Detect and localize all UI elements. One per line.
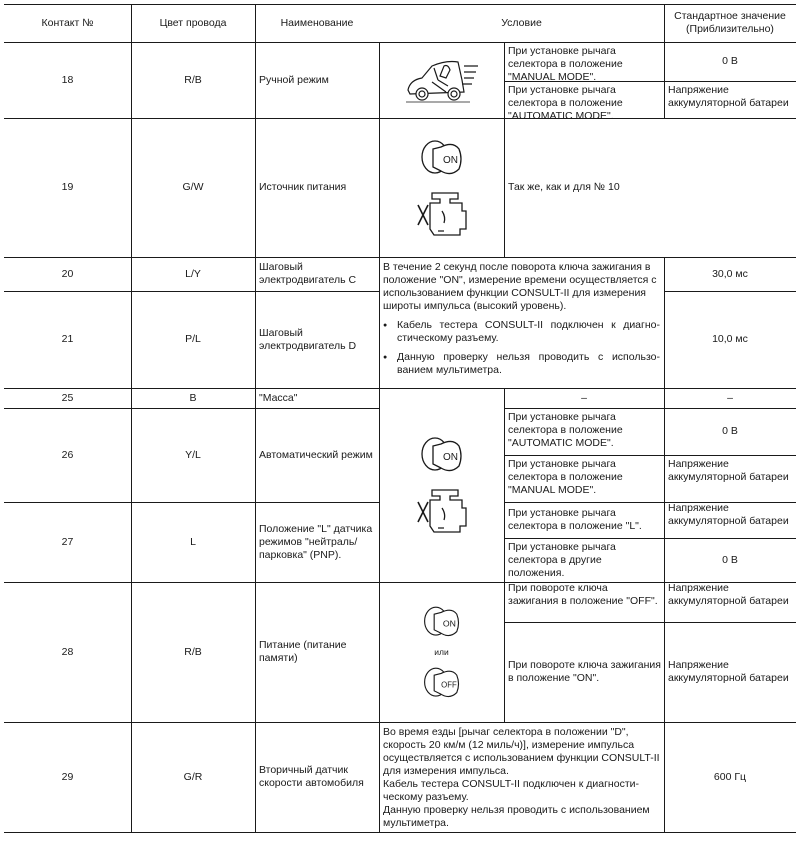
condition-text: При установке рычага селектора в положение "L".: [508, 507, 642, 532]
svg-text:OFF: OFF: [440, 679, 457, 689]
condition-text: При установке рычага селектора в положение "AUTOMATIC MODE".: [508, 84, 623, 122]
standard-value: Напряжение аккумуляторной батареи: [668, 659, 789, 684]
header-contact: Контакт №: [41, 16, 94, 29]
ignition-key-on-icon: [422, 602, 462, 642]
condition-text: Так же, как и для № 10: [508, 181, 620, 193]
condition-text: [379, 722, 664, 832]
ignition-key-on-icon: [419, 135, 465, 181]
contact-number: 21: [61, 333, 74, 345]
header-condition: Условие: [501, 16, 542, 29]
ignition-engine-icons: [379, 118, 504, 257]
signal-name: Питание (питание памяти): [259, 639, 347, 664]
signal-name: Шаговый электродвигатель C: [259, 261, 357, 286]
ignition-key-off-icon: [422, 663, 462, 703]
header-standard-line1: Стандартное значение: [674, 10, 786, 22]
condition-bullet: ● Кабель тестера CONSULT-II подключен к диагностическому разъему.: [383, 319, 660, 345]
condition-paragraph: В течение 2 секунд после поворота ключа зажигания в положение "ON", измерение времени осуществляется с использованием функции CONSULT-II для измерения широты импульса (высокий уровень).: [383, 261, 657, 312]
signal-name: "Масса": [259, 391, 298, 404]
standard-value: 0 В: [722, 553, 738, 566]
standard-value: 10,0 мс: [712, 333, 748, 345]
standard-value: 0 В: [722, 425, 738, 437]
signal-name: Источник питания: [259, 181, 347, 193]
ignition-key-icons: [379, 582, 504, 722]
wire-color: P/L: [185, 333, 201, 345]
signal-name: Ручной режим: [259, 73, 329, 86]
contact-number: 28: [61, 645, 74, 658]
svg-text:ON: ON: [442, 154, 458, 166]
standard-value: 0 В: [722, 55, 738, 67]
header-standard-line2: (Приблизительно): [686, 23, 774, 35]
header-standard-value: [664, 4, 796, 42]
contact-number: 19: [61, 181, 74, 193]
contact-number: 27: [61, 535, 74, 548]
car-driver-icon: [379, 42, 504, 118]
row-divider: [4, 832, 796, 833]
signal-name: Положение "L" датчика режимов "нейтраль/парковка" (PNP).: [259, 522, 373, 561]
wire-color: B: [189, 391, 197, 404]
standard-value: –: [727, 391, 733, 404]
wire-color: L: [190, 535, 196, 548]
condition-text: При установке рычага селектора в положение "MANUAL MODE".: [508, 45, 623, 83]
condition-paragraph: Кабель тестера CONSULT-II подключен к диагностическому разъему.: [383, 778, 639, 803]
standard-value: Напряжение аккумуляторной батареи: [668, 582, 789, 607]
condition-text: При установке рычага селектора в другие положения.: [508, 541, 616, 579]
signal-name: Шаговый электродвигатель D: [259, 326, 357, 352]
wire-color: G/W: [182, 181, 204, 193]
condition-text: При повороте ключа зажигания в положение "ON".: [508, 659, 661, 684]
contact-number: 29: [61, 770, 74, 783]
wire-color: G/R: [183, 770, 203, 783]
condition-text-20-21: [379, 257, 664, 388]
condition-text: При установке рычага селектора в положение "AUTOMATIC MODE".: [508, 411, 623, 449]
contact-number: 26: [61, 448, 74, 461]
condition-bullet: ● Данную проверку нельзя проводить с использованием мультиметра.: [383, 351, 660, 377]
contact-number: 18: [61, 73, 74, 86]
wire-color: Y/L: [185, 448, 201, 461]
standard-value: Напряжение аккумуляторной батареи: [668, 458, 789, 483]
condition-paragraph: Данную проверку нельзя проводить с использованием мультиметра.: [383, 804, 650, 829]
condition-text: –: [581, 391, 587, 404]
standard-value: 600 Гц: [713, 770, 747, 783]
engine-running-icon: [414, 189, 470, 241]
ignition-engine-icons: [379, 388, 504, 582]
ignition-key-on-icon: [419, 432, 465, 478]
svg-text:ON: ON: [442, 617, 456, 628]
condition-text: При повороте ключа зажигания в положение "OFF".: [508, 582, 658, 607]
condition-text: При установке рычага селектора в положение "MANUAL MODE".: [508, 458, 623, 496]
header-wire-color: Цвет провода: [159, 16, 227, 29]
standard-value: Напряжение аккумуляторной батареи: [668, 84, 789, 109]
contact-number: 20: [61, 267, 74, 280]
svg-text:ON: ON: [442, 452, 458, 463]
standard-value: Напряжение аккумуляторной батареи: [668, 502, 789, 527]
standard-value: 30,0 мс: [712, 267, 748, 280]
engine-running-icon: [414, 486, 470, 538]
condition-paragraph: Во время езды [рычаг селектора в положении "D", скорость 20 км/м (12 миль/ч)], измерение импульса осуществляется с использованием функции CONSULT-II для измерения импульса.: [383, 726, 660, 777]
signal-name: Автоматический режим: [259, 448, 373, 461]
contact-number: 25: [61, 391, 74, 404]
wire-color: R/B: [184, 73, 202, 86]
wire-color: L/Y: [185, 267, 201, 280]
wire-color: R/B: [184, 645, 202, 658]
header-name: Наименование: [280, 16, 354, 29]
or-label: или: [434, 646, 449, 657]
signal-name: Вторичный датчик скорости автомобиля: [259, 764, 364, 789]
